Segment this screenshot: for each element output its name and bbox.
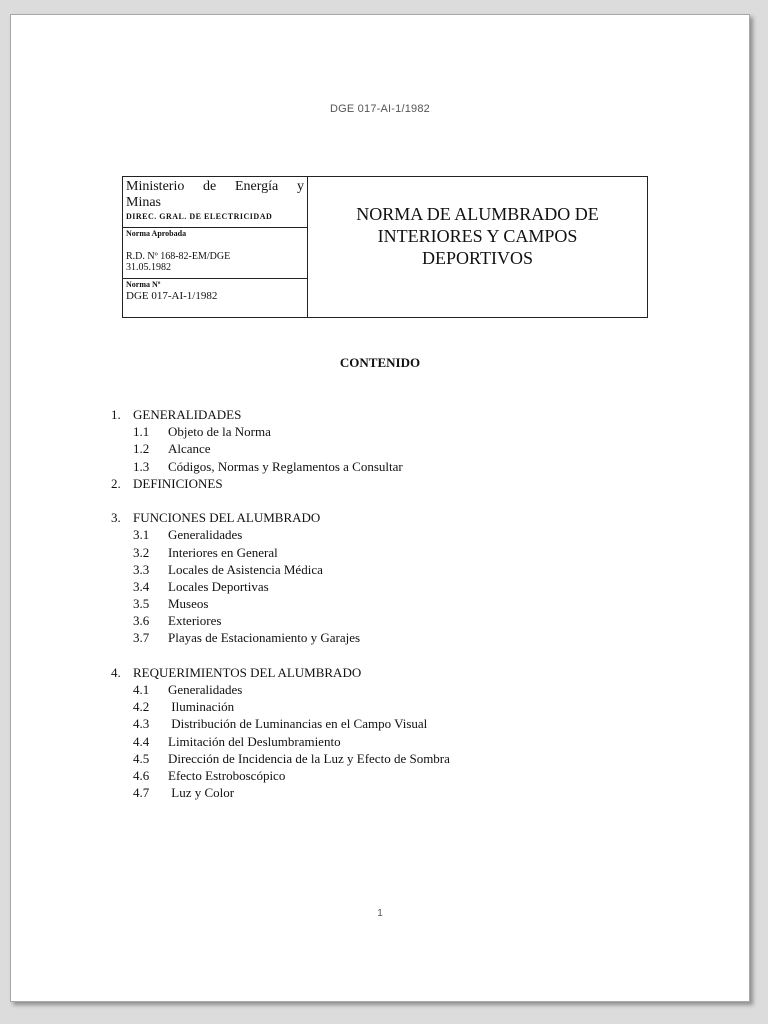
toc-item: [111, 733, 450, 750]
norm-title-line2: INTERIORES Y CAMPOS: [377, 226, 578, 246]
toc-item-title: Distribución de Luminancias en el Campo Visual: [168, 716, 428, 732]
norm-title-line1: NORMA DE ALUMBRADO DE: [356, 204, 599, 224]
toc-section: [111, 406, 450, 423]
toc-section-title: GENERALIDADES: [133, 407, 242, 422]
toc-item: [111, 784, 450, 801]
toc-item-number: 3.3: [133, 561, 150, 577]
toc-item-title: Limitación del Deslumbramiento: [168, 733, 341, 749]
norm-number-value: DGE 017-AI-1/1982: [126, 290, 218, 302]
toc-item-number: 1.2: [133, 441, 150, 457]
toc-item-number: 4.1: [133, 682, 150, 697]
toc-item-title: Playas de Estacionamiento y Garajes: [168, 630, 361, 646]
toc-item: [111, 423, 450, 440]
toc-item: [111, 458, 450, 475]
toc-section: [111, 664, 450, 681]
toc-item-title: Exteriores: [168, 613, 222, 629]
ministry-name-line2: Minas: [126, 195, 161, 210]
toc-item-title: Códigos, Normas y Reglamentos a Consultar: [168, 458, 403, 474]
toc-section-number: 3.: [111, 510, 121, 526]
approved-date: 31.05.1982: [126, 262, 171, 273]
toc-item-number: 3.6: [133, 613, 150, 629]
toc-item-title: Objeto de la Norma: [168, 424, 271, 440]
toc-item: [111, 561, 450, 578]
toc-item: [111, 750, 450, 767]
contents-heading: CONTENIDO: [339, 355, 421, 370]
toc-item: [111, 767, 450, 784]
ministry-name-line1: Ministerio de Energía y: [126, 179, 304, 194]
norm-title: [328, 203, 628, 269]
table-of-contents: [111, 406, 450, 801]
toc-item-title: Luz y Color: [168, 785, 235, 801]
toc-item-title: Efecto Estroboscópico: [168, 767, 286, 783]
toc-item-number: 1.3: [133, 458, 150, 474]
toc-item-number: 1.1: [133, 424, 150, 440]
toc-item-title: Iluminación: [168, 699, 235, 715]
toc-section-title: REQUERIMIENTOS DEL ALUMBRADO: [133, 664, 362, 680]
toc-item-title: Interiores en General: [168, 544, 278, 560]
toc-item: [111, 595, 450, 612]
toc-item-number: 4.5: [133, 750, 150, 766]
toc-item-number: 3.7: [133, 630, 150, 646]
toc-item: [111, 715, 450, 732]
norm-title-line3: DEPORTIVOS: [422, 248, 533, 268]
toc-item-number: 4.3: [133, 716, 150, 732]
toc-item-title: Locales de Asistencia Médica: [168, 561, 323, 577]
toc-item-title: Museos: [168, 596, 209, 612]
approval-cell: [123, 228, 307, 279]
toc-item-number: 3.1: [133, 527, 150, 543]
toc-item-number: 3.5: [133, 596, 150, 612]
toc-item-title: Locales Deportivas: [168, 578, 269, 594]
document-page: [10, 14, 750, 1002]
toc-item-title: Generalidades: [168, 682, 243, 697]
toc-spacer: [111, 492, 450, 509]
toc-item-number: 4.7: [133, 785, 150, 801]
toc-item: [111, 578, 450, 595]
ministry-cell: [123, 177, 307, 228]
toc-section-number: 4.: [111, 664, 121, 680]
toc-item-number: 3.4: [133, 578, 150, 594]
page-number: 1: [377, 908, 383, 919]
toc-item-title: Alcance: [168, 441, 211, 457]
approved-label: Norma Aprobada: [126, 229, 187, 238]
toc-item: [111, 612, 450, 629]
toc-item: [111, 440, 450, 457]
toc-item: [111, 544, 450, 561]
toc-item: [111, 526, 450, 543]
norm-number-cell: [123, 279, 307, 317]
toc-section: [111, 475, 450, 492]
toc-item: [111, 681, 450, 698]
document-code-header: DGE 017-AI-1/1982: [329, 103, 430, 115]
toc-item: [111, 698, 450, 715]
toc-section: [111, 509, 450, 526]
toc-section-number: 2.: [111, 475, 121, 491]
toc-item-number: 4.2: [133, 699, 150, 715]
toc-spacer: [111, 647, 450, 664]
department-name: DIREC. GRAL. DE ELECTRICIDAD: [126, 212, 273, 221]
toc-item: [111, 629, 450, 646]
toc-item-title: Generalidades: [168, 527, 243, 543]
toc-item-number: 4.6: [133, 767, 150, 783]
norm-header-table: [122, 176, 648, 318]
toc-item-number: 4.4: [133, 733, 150, 749]
norm-number-label: Norma Nº: [126, 280, 161, 289]
header-info-column: [123, 177, 308, 317]
toc-section-title: DEFINICIONES: [133, 475, 223, 491]
approved-resolution: R.D. Nº 168-82-EM/DGE: [126, 251, 231, 262]
toc-section-title: FUNCIONES DEL ALUMBRADO: [133, 510, 321, 526]
toc-item-number: 3.2: [133, 544, 150, 560]
toc-section-number: 1.: [111, 407, 121, 422]
norm-title-cell: [308, 177, 647, 317]
toc-item-title: Dirección de Incidencia de la Luz y Efecto de Sombra: [168, 750, 450, 766]
